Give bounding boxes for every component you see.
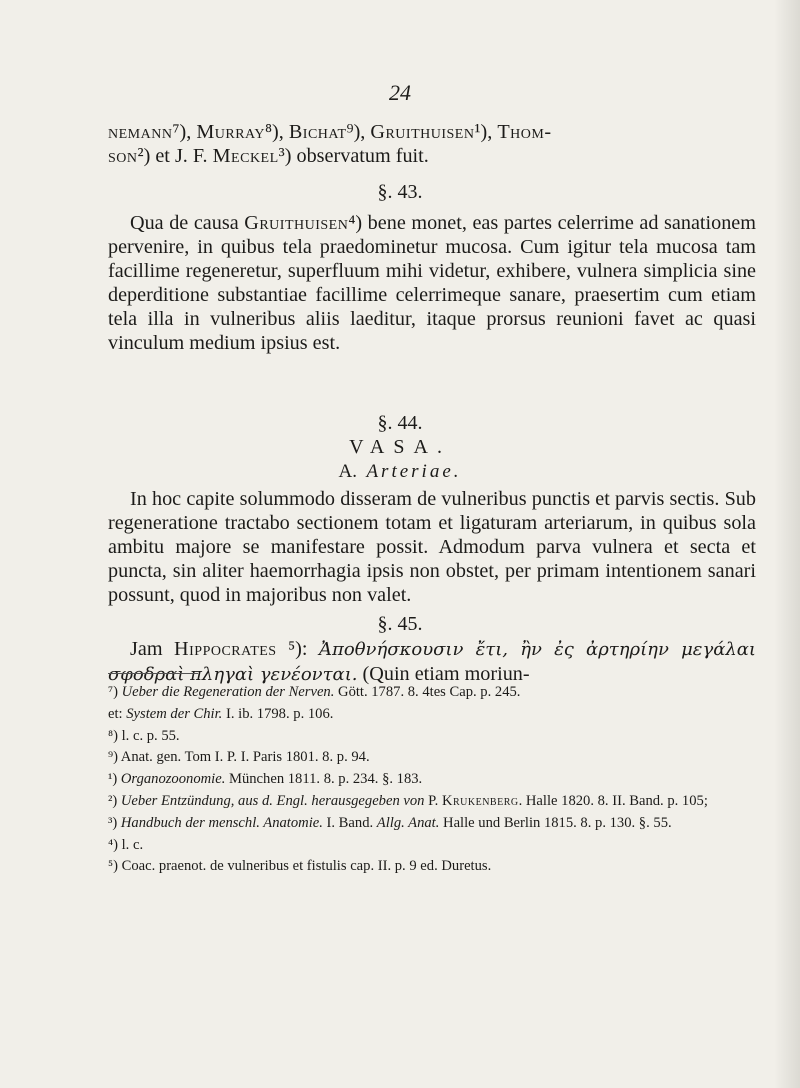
footnote-ref: ⁸), <box>264 121 289 143</box>
footnote-text: München 1811. 8. p. 234. §. 183. <box>225 771 423 788</box>
footnote-7 <box>108 682 756 704</box>
greek-quotation: Ἀποθνήσκουσιν ἔτι, ἢν ἐς ἀρτηρίην μεγάλαι σφοδραὶ πληγαὶ γενέονται. <box>108 639 756 686</box>
text-run: (Quin etiam moriun- <box>357 663 530 686</box>
footnote-title: System der Chir. <box>126 705 223 722</box>
footnote-3 <box>108 813 756 835</box>
footnote-text: l. c. p. 55. <box>121 727 180 744</box>
page-number: 24 <box>389 80 411 105</box>
footnote-ref: ⁵): <box>276 638 320 660</box>
text-run: ²) et J. F. <box>137 145 213 168</box>
footnote-mark: ²) <box>108 792 121 809</box>
page-edge-shadow <box>774 0 800 1088</box>
author-name: nemann <box>108 121 173 143</box>
author-name: son <box>108 145 138 168</box>
text-run: Qua de causa <box>130 212 245 234</box>
footnote-5 <box>108 856 756 878</box>
footnote-title: Allg. Anat. <box>376 814 440 831</box>
section-heading-44: §. 44. <box>377 412 423 434</box>
footnote-title: Ueber die Regeneration der Nerven. <box>121 684 335 700</box>
footnote-ref: ⁷), <box>172 121 197 143</box>
footnote-mark: ³) <box>108 814 121 831</box>
footnote-title: Ueber Entzündung, aus d. Engl. herausgegeben von <box>120 792 425 809</box>
author-name: Hippocrates <box>174 638 277 660</box>
footnote-mark: ⁸) <box>108 727 122 744</box>
section-heading-43: §. 43. <box>377 181 423 203</box>
footnote-title: Handbuch der menschl. Anatomie. <box>120 814 323 831</box>
footnote-mark: ⁹) <box>108 749 121 766</box>
footnote-mark: ⁷) <box>108 684 122 700</box>
author-name: Thom- <box>497 121 552 143</box>
paragraph-continuation <box>108 120 756 168</box>
footnote-text: Gött. 1787. 8. 4tes Cap. p. 245. <box>334 684 521 700</box>
footnote-mark: ⁴) <box>108 836 122 853</box>
footnote-rule <box>108 673 198 674</box>
footnote-text: l. c. <box>121 836 144 853</box>
footnotes <box>108 682 756 878</box>
footnote-ref: ⁹), <box>346 121 371 143</box>
text-run: ⁴) bene monet, eas partes celerrime ad sanationem pervenire, in quibus tela praedominetur mucosa. Cum igitur tela mucosa tam facillime regeneretur, superfluum mihi videtur, exhibere, vulnera simplicia sine deperditione substantiae facillime celerrimeque sanare, praesertim cum etiam tela illa in vulneribus aliis laeditur, itaque prorsus reunioni favet ac quasi vinculum medium ipsius est. <box>108 212 756 355</box>
footnote-mark: ⁵) <box>108 858 122 875</box>
author-name: Bichat <box>288 121 347 143</box>
footnote-text: P. <box>424 792 442 809</box>
section-heading-45: §. 45. <box>377 613 423 635</box>
footnote-text: Coac. praenot. de vulneribus et fistulis cap. II. p. 9 ed. Duretus. <box>121 858 492 875</box>
footnote-8 <box>108 726 756 748</box>
footnote-text: et: <box>108 705 127 722</box>
footnote-9 <box>108 747 756 769</box>
subsection-heading <box>0 461 800 483</box>
footnote-4 <box>108 835 756 857</box>
footnote-title: Organozoonomie. <box>120 771 226 788</box>
author-name: Gruithuisen <box>370 121 475 143</box>
section-title-vasa: VASA. <box>349 436 451 458</box>
author-name: Gruithuisen <box>244 212 349 234</box>
author-name: Krukenberg <box>441 792 519 809</box>
footnote-text: . Halle 1820. 8. II. Band. p. 105; <box>518 792 708 809</box>
footnote-1 <box>108 769 756 791</box>
paragraph-45 <box>108 637 756 687</box>
subsection-title: Arteriae. <box>366 461 462 482</box>
footnote-2 <box>108 791 756 813</box>
footnote-text: Halle und Berlin 1815. 8. p. 130. §. 55. <box>439 814 672 831</box>
text-run: Jam <box>130 638 175 660</box>
author-name: Meckel <box>212 145 279 168</box>
text-run: ³) observatum fuit. <box>278 145 429 168</box>
paragraph-43 <box>108 211 756 356</box>
footnote-7-cont <box>108 704 756 726</box>
footnote-mark: ¹) <box>108 771 121 788</box>
footnote-text: Anat. gen. Tom I. P. I. Paris 1801. 8. p. 94. <box>120 749 370 766</box>
text-run: In hoc capite solummodo disseram de vulneribus punctis et parvis sectis. Sub regeneratione tractabo sectionem totam et ligaturam arteriarum, in quibus sola ambitu majore se manifestare possit. Admodum parva vulnera et secta et puncta, sin aliter haemorrhagia ipsis non obstet, per primam intentionem sanari possunt, quod in majoribus non valet. <box>108 488 756 607</box>
subsection-letter: A. <box>338 461 357 482</box>
paragraph-44 <box>108 487 756 607</box>
footnote-ref: ¹), <box>474 121 498 143</box>
author-name: Murray <box>196 121 265 143</box>
footnote-text: I. Band. <box>322 814 377 831</box>
footnote-text: I. ib. 1798. p. 106. <box>222 705 334 722</box>
